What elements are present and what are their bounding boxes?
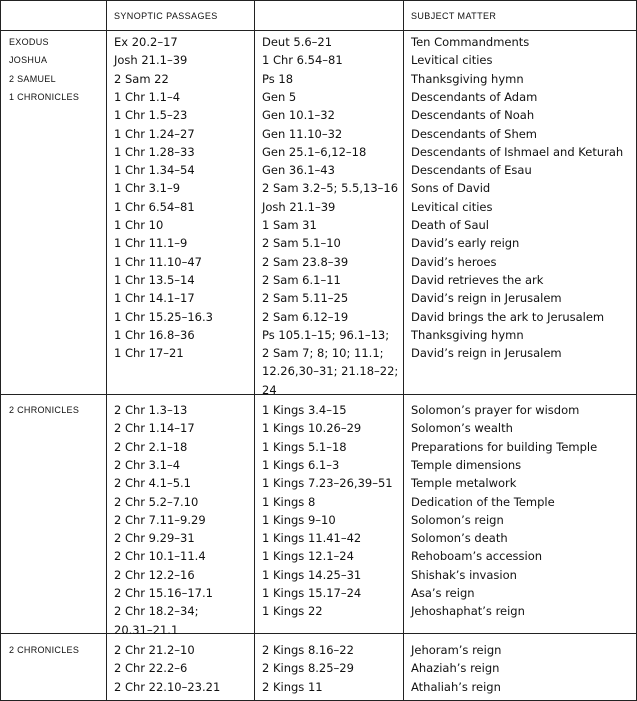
primary-passage: 2 Chr 10.1–11.4 — [114, 549, 206, 564]
primary-passage: 2 Chr 5.2–7.10 — [114, 494, 199, 509]
parallel-passage: Ps 105.1–15; 96.1–13; — [262, 327, 390, 342]
subject-matter: Descendants of Noah — [411, 108, 535, 123]
primary-passage: Josh 21.1–39 — [114, 53, 188, 68]
subject-matter: David retrieves the ark — [411, 272, 544, 287]
primary-passage: 2 Chr 12.2–16 — [114, 567, 195, 582]
subject-matter: Solomon’s wealth — [411, 421, 513, 436]
subject-matter: Temple metalwork — [411, 476, 517, 491]
primary-passage: 1 Chr 1.24–27 — [114, 126, 195, 141]
primary-passage: 2 Chr 15.16–17.1 — [114, 586, 213, 600]
subject-matter: Solomon’s prayer for wisdom — [411, 403, 580, 417]
header-subject-matter: SUBJECT MATTER — [411, 11, 497, 21]
primary-passage: Ex 20.2–17 — [114, 35, 178, 49]
parallel-passage: 2 Sam 6.1–11 — [262, 272, 341, 287]
parallel-passage: 2 Sam 6.12–19 — [262, 309, 349, 324]
parallel-passage: 1 Kings 22 — [262, 604, 323, 619]
subject-matter: Ten Commandments — [411, 35, 530, 49]
subject-matter: David’s heroes — [411, 254, 497, 269]
primary-passage: 2 Chr 2.1–18 — [114, 439, 188, 454]
primary-passage: 1 Chr 11.10–47 — [114, 254, 202, 269]
parallel-passage: 2 Sam 23.8–39 — [262, 254, 349, 269]
parallel-passage: 1 Kings 15.17–24 — [262, 586, 362, 600]
subject-matter: Descendants of Esau — [411, 163, 532, 178]
primary-passage: 2 Chr 7.11–9.29 — [114, 512, 206, 527]
parallel-passage: Gen 25.1–6,12–18 — [262, 144, 367, 159]
subject-matter: Levitical cities — [411, 53, 493, 68]
parallel-passage: 1 Kings 5.1–18 — [262, 439, 347, 454]
subject-matter: David brings the ark to Jerusalem — [411, 309, 605, 324]
column-divider — [403, 1, 404, 700]
subject-matter: Thanksgiving hymn — [411, 71, 524, 86]
parallel-passage: Josh 21.1–39 — [262, 199, 336, 214]
primary-passage: 1 Chr 1.1–4 — [114, 89, 181, 104]
primary-passage: 1 Chr 17–21 — [114, 346, 184, 361]
subject-matter: Rehoboam’s accession — [411, 549, 543, 564]
parallel-passage: Gen 11.10–32 — [262, 126, 343, 141]
subject-matter: Death of Saul — [411, 218, 490, 232]
book-label: JOSHUA — [9, 55, 48, 66]
subject-matter: Levitical cities — [411, 199, 493, 214]
parallel-passage: Ps 18 — [262, 71, 294, 86]
parallel-passage: 1 Chr 6.54–81 — [262, 53, 343, 68]
parallel-passage: 1 Kings 11.41–42 — [262, 531, 362, 546]
parallel-passage: 2 Sam 7; 8; 10; 11.1; — [262, 346, 384, 361]
column-divider — [254, 1, 255, 700]
primary-passage: 1 Chr 1.28–33 — [114, 144, 195, 159]
subject-matter: Shishak’s invasion — [411, 567, 517, 582]
primary-passage: 1 Chr 11.1–9 — [114, 236, 188, 251]
subject-matter: Preparations for building Temple — [411, 439, 598, 454]
parallel-passage: 2 Kings 8.25–29 — [262, 661, 354, 676]
primary-passage: 1 Chr 14.1–17 — [114, 291, 195, 306]
primary-passage: 1 Chr 1.34–54 — [114, 163, 195, 178]
header-rule — [1, 30, 636, 31]
primary-passage: 2 Chr 1.14–17 — [114, 421, 195, 436]
subject-matter: Solomon’s reign — [411, 512, 504, 527]
subject-matter: Ahaziah’s reign — [411, 661, 500, 676]
subject-matter: Thanksgiving hymn — [411, 327, 524, 342]
parallel-passage: Gen 10.1–32 — [262, 108, 335, 123]
primary-passage: 2 Chr 22.2–6 — [114, 661, 188, 676]
parallel-passage: 1 Kings 6.1–3 — [262, 457, 340, 472]
parallel-passage: 2 Kings 11 — [262, 679, 323, 694]
subject-matter: Descendants of Shem — [411, 126, 538, 141]
subject-matter: Athaliah’s reign — [411, 679, 501, 694]
parallel-passage: 24 — [262, 382, 277, 397]
parallel-passage: 1 Kings 12.1–24 — [262, 549, 354, 564]
parallel-passage: 1 Kings 10.26–29 — [262, 421, 362, 436]
column-divider — [106, 1, 107, 700]
primary-passage: 1 Chr 6.54–81 — [114, 199, 195, 214]
parallel-passage: 1 Kings 3.4–15 — [262, 403, 347, 417]
parallel-passage: 2 Sam 5.11–25 — [262, 291, 349, 306]
section-rule — [1, 394, 636, 395]
subject-matter: David’s early reign — [411, 236, 520, 251]
primary-passage: 2 Chr 18.2–34; — [114, 604, 199, 619]
parallel-passage: 1 Kings 9–10 — [262, 512, 336, 527]
primary-passage: 2 Chr 9.29–31 — [114, 531, 195, 546]
parallel-passage: Gen 5 — [262, 89, 297, 104]
subject-matter: Descendants of Ishmael and Keturah — [411, 144, 624, 159]
subject-matter: Jehoram’s reign — [411, 643, 502, 657]
primary-passage: 2 Sam 22 — [114, 71, 169, 86]
subject-matter: Jehoshaphat’s reign — [411, 604, 525, 619]
primary-passage: 20.31–21.1 — [114, 622, 179, 637]
parallel-passage: 1 Kings 14.25–31 — [262, 567, 362, 582]
subject-matter: David’s reign in Jerusalem — [411, 291, 562, 306]
subject-matter: Descendants of Adam — [411, 89, 538, 104]
primary-passage: 2 Chr 22.10–23.21 — [114, 679, 221, 694]
header-synoptic-passages: SYNOPTIC PASSAGES — [114, 11, 218, 21]
primary-passage: 1 Chr 10 — [114, 218, 164, 232]
book-label: EXODUS — [9, 37, 49, 47]
parallel-passage: Deut 5.6–21 — [262, 35, 333, 49]
primary-passage: 2 Chr 21.2–10 — [114, 643, 195, 657]
book-label: 1 CHRONICLES — [9, 91, 80, 102]
subject-matter: Temple dimensions — [411, 457, 522, 472]
subject-matter: Sons of David — [411, 181, 491, 196]
parallel-passage: 1 Sam 31 — [262, 218, 317, 232]
parallel-passage: 2 Kings 8.16–22 — [262, 643, 354, 657]
primary-passage: 2 Chr 3.1–4 — [114, 457, 181, 472]
primary-passage: 1 Chr 13.5–14 — [114, 272, 195, 287]
book-label: 2 SAMUEL — [9, 73, 56, 84]
parallel-passage: 2 Sam 5.1–10 — [262, 236, 341, 251]
parallel-passage: 1 Kings 7.23–26,39–51 — [262, 476, 393, 491]
primary-passage: 2 Chr 1.3–13 — [114, 403, 188, 417]
primary-passage: 1 Chr 15.25–16.3 — [114, 309, 213, 324]
subject-matter: Asa’s reign — [411, 586, 475, 600]
primary-passage: 1 Chr 3.1–9 — [114, 181, 181, 196]
section-rule — [1, 633, 636, 634]
primary-passage: 2 Chr 4.1–5.1 — [114, 476, 192, 491]
book-label: 2 CHRONICLES — [9, 645, 80, 655]
primary-passage: 1 Chr 1.5–23 — [114, 108, 188, 123]
subject-matter: Solomon’s death — [411, 531, 508, 546]
subject-matter: Dedication of the Temple — [411, 494, 555, 509]
parallel-passage: 1 Kings 8 — [262, 494, 316, 509]
parallel-passage: 2 Sam 3.2–5; 5.5,13–16 — [262, 181, 399, 196]
subject-matter: David’s reign in Jerusalem — [411, 346, 562, 361]
book-label: 2 CHRONICLES — [9, 405, 80, 415]
primary-passage: 1 Chr 16.8–36 — [114, 327, 195, 342]
parallel-passage: 12.26,30–31; 21.18–22; — [262, 364, 399, 379]
parallel-passage: Gen 36.1–43 — [262, 163, 335, 178]
